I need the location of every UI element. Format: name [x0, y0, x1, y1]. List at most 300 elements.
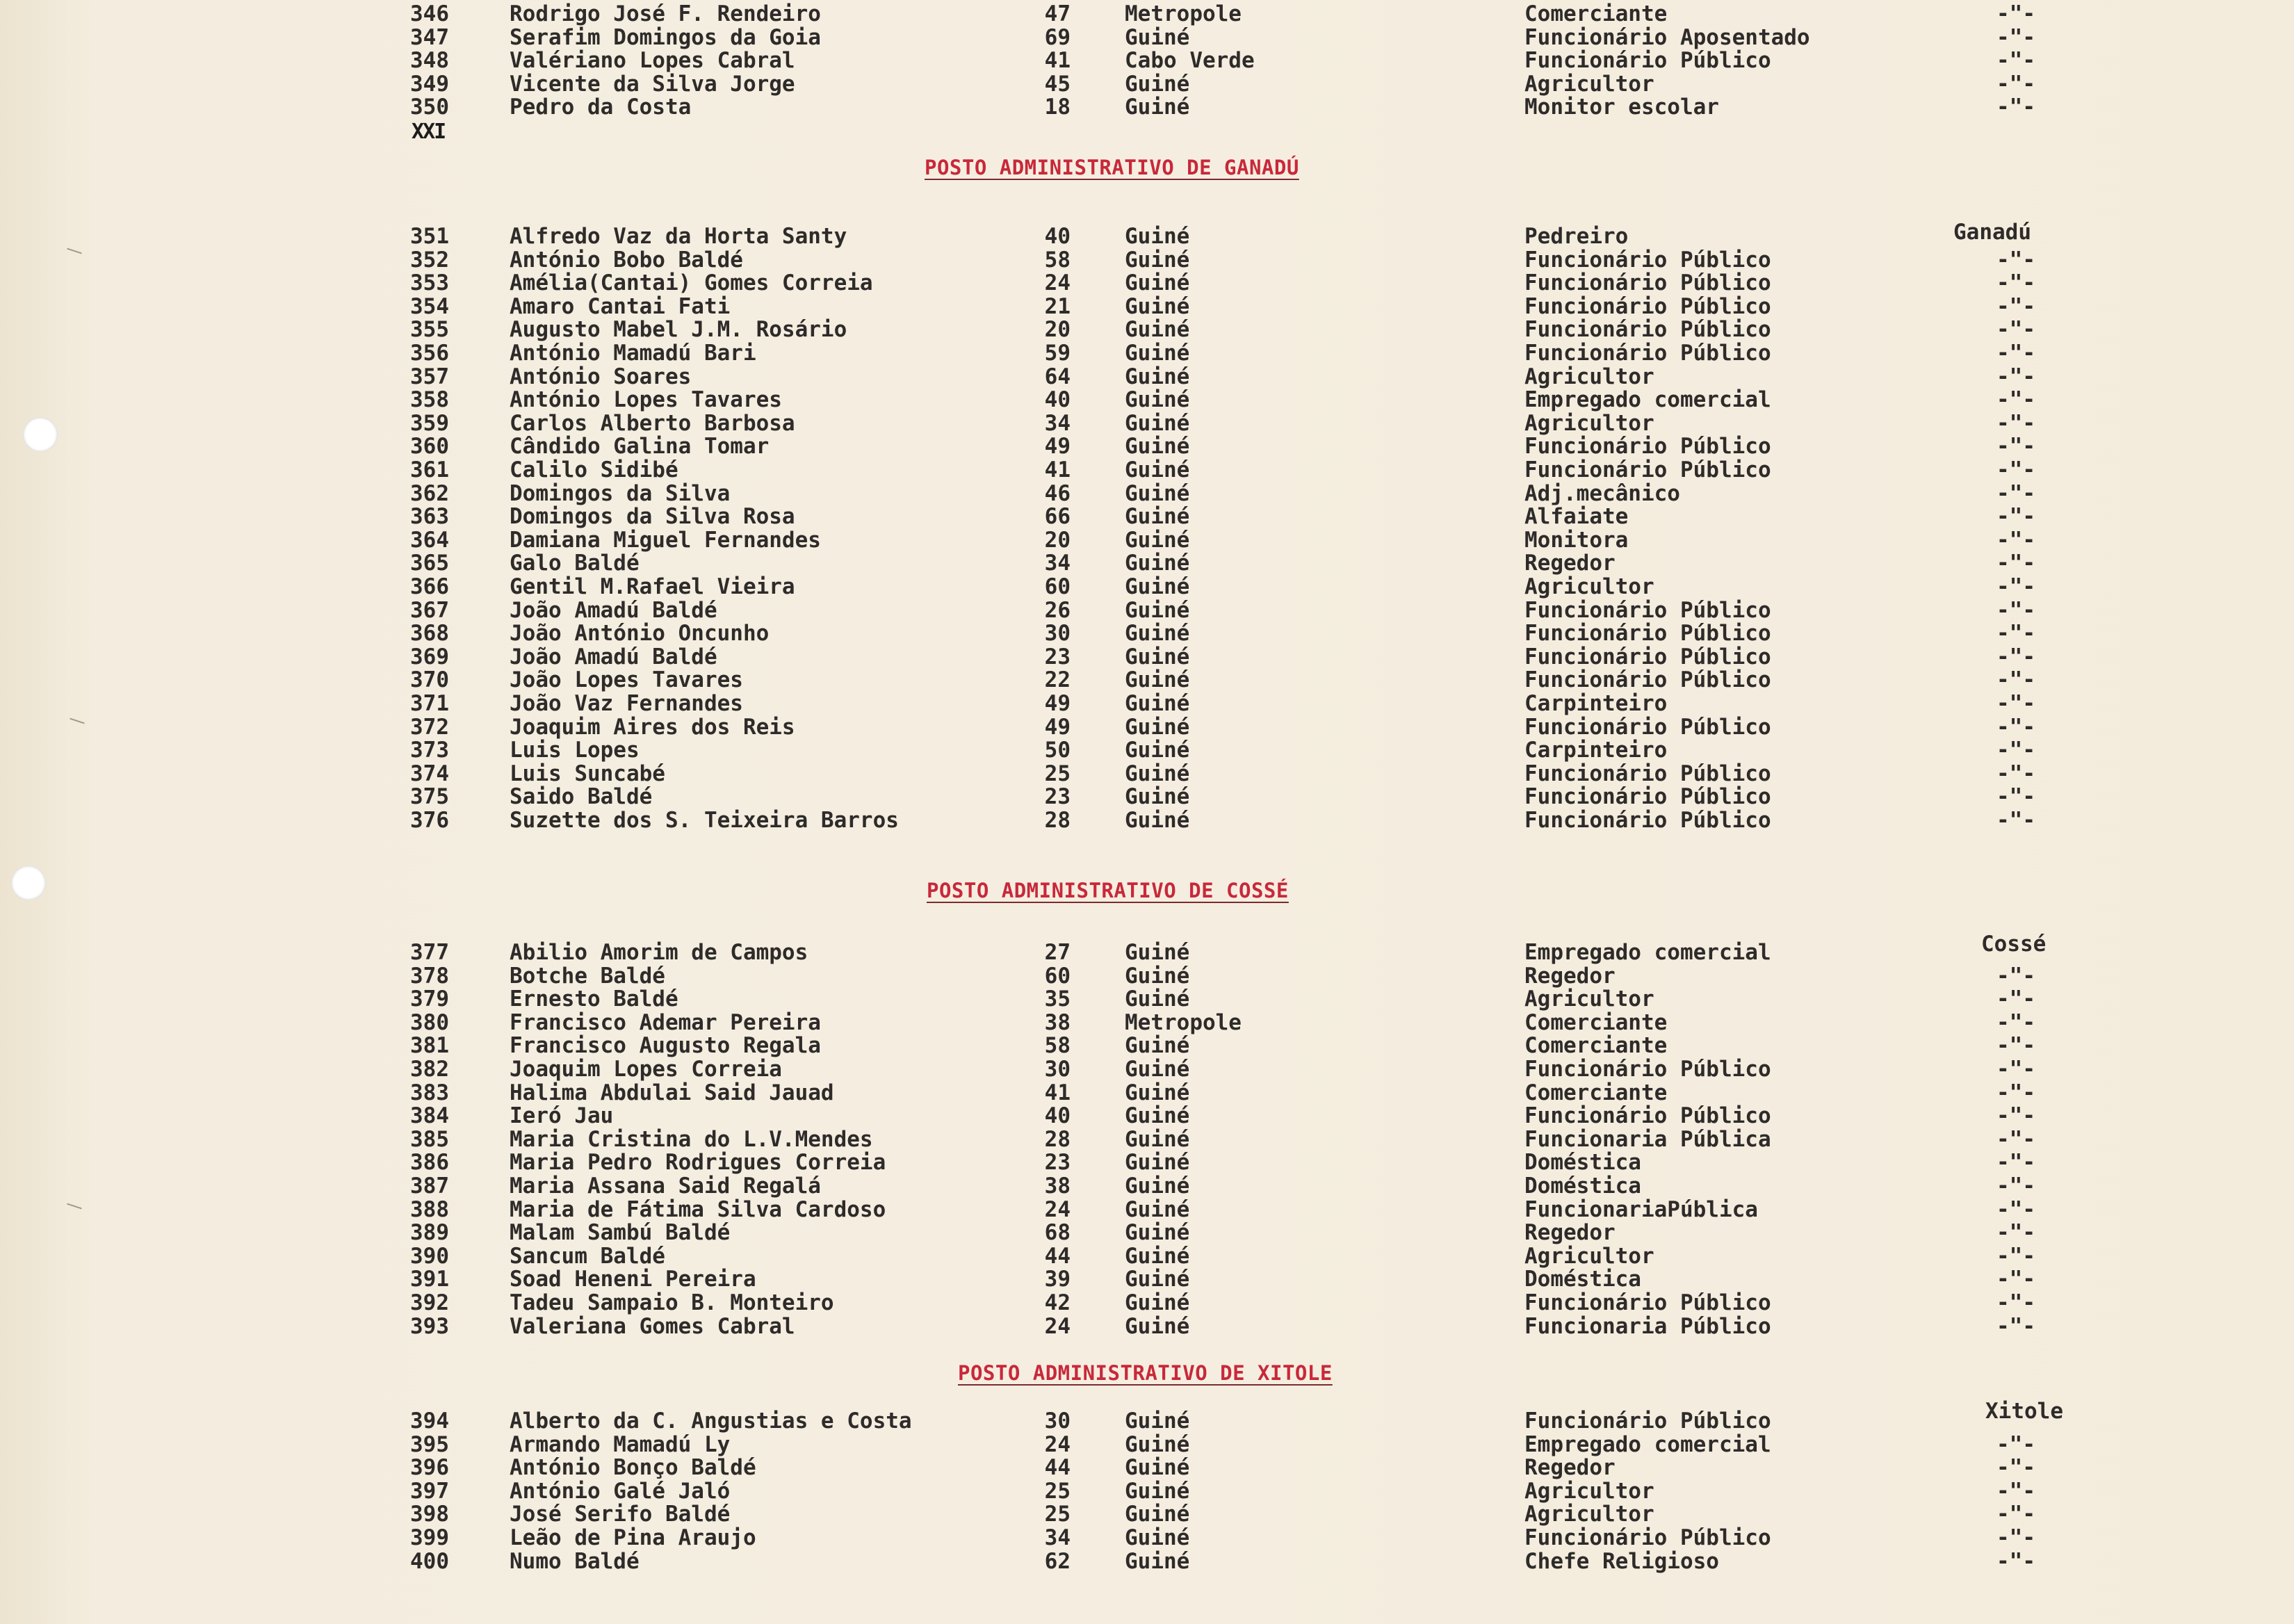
- person-occupation: Regedor: [1524, 551, 1616, 576]
- person-name: Francisco Augusto Regala: [510, 1033, 821, 1059]
- location-ditto: -"-: [1996, 434, 2035, 460]
- person-age: 24: [1044, 270, 1071, 296]
- row-number: 347: [410, 24, 449, 50]
- person-origin: Guiné: [1125, 1408, 1190, 1434]
- person-name: Saido Baldé: [510, 784, 653, 810]
- person-occupation: Funcionário Público: [1524, 784, 1771, 810]
- location-ditto: -"-: [1996, 317, 2035, 343]
- person-name: Leão de Pina Araujo: [510, 1525, 756, 1550]
- person-origin: Guiné: [1125, 1103, 1190, 1129]
- person-age: 39: [1044, 1267, 1071, 1292]
- row-number: 393: [410, 1313, 449, 1339]
- location-ditto: -"-: [1996, 71, 2035, 97]
- row-number: 355: [410, 317, 449, 343]
- person-age: 40: [1044, 387, 1071, 413]
- row-number: 364: [410, 527, 449, 553]
- row-number: 365: [410, 551, 449, 576]
- table-row: [0, 457, 2294, 481]
- person-occupation: Regedor: [1524, 1455, 1616, 1481]
- row-number: 387: [410, 1174, 449, 1199]
- row-number: 352: [410, 247, 449, 273]
- person-age: 49: [1044, 434, 1071, 460]
- row-number: 394: [410, 1408, 449, 1434]
- person-age: 47: [1044, 1, 1071, 26]
- table-row: [0, 411, 2294, 435]
- row-number: 389: [410, 1220, 449, 1246]
- person-name: Damiana Miguel Fernandes: [510, 527, 821, 553]
- person-origin: Guiné: [1125, 1220, 1190, 1246]
- person-origin: Guiné: [1125, 574, 1190, 599]
- person-origin: Guiné: [1125, 644, 1190, 669]
- row-number: 370: [410, 667, 449, 693]
- row-number: 392: [410, 1290, 449, 1315]
- person-origin: Guiné: [1125, 1033, 1190, 1059]
- person-origin: Guiné: [1125, 940, 1190, 965]
- row-number: 397: [410, 1478, 449, 1504]
- person-age: 58: [1044, 247, 1071, 273]
- location-ditto: -"-: [1996, 1455, 2035, 1481]
- person-origin: Guiné: [1125, 761, 1190, 786]
- table-row: [0, 1197, 2294, 1221]
- person-origin: Guiné: [1125, 1525, 1190, 1550]
- person-origin: Guiné: [1125, 293, 1190, 319]
- person-occupation: Regedor: [1524, 1220, 1616, 1246]
- location-ditto: -"-: [1996, 504, 2035, 530]
- person-age: 30: [1044, 621, 1071, 647]
- row-number: 349: [410, 71, 449, 97]
- person-occupation: Agricultor: [1524, 1502, 1654, 1527]
- person-occupation: Chefe Religioso: [1524, 1548, 1719, 1574]
- person-occupation: Funcionário Público: [1524, 1408, 1771, 1434]
- location-ditto: -"-: [1996, 1290, 2035, 1315]
- person-age: 23: [1044, 784, 1071, 810]
- person-occupation: Funcionário Público: [1524, 644, 1771, 669]
- person-name: Luis Suncabé: [510, 761, 665, 786]
- row-number: 386: [410, 1150, 449, 1176]
- person-origin: Guiné: [1125, 691, 1190, 716]
- row-number: 378: [410, 963, 449, 989]
- person-occupation: Pedreiro: [1524, 224, 1629, 249]
- person-occupation: Monitora: [1524, 527, 1629, 553]
- person-origin: Guiné: [1125, 410, 1190, 436]
- person-origin: Guiné: [1125, 480, 1190, 506]
- person-name: António Bonço Baldé: [510, 1455, 756, 1481]
- person-occupation: Doméstica: [1524, 1267, 1641, 1292]
- person-name: Soad Heneni Pereira: [510, 1267, 756, 1292]
- person-origin: Guiné: [1125, 504, 1190, 530]
- person-name: João Vaz Fernandes: [510, 691, 743, 716]
- location-ditto: -"-: [1996, 1009, 2035, 1035]
- person-occupation: Empregado comercial: [1524, 940, 1771, 965]
- location-ditto: -"-: [1996, 738, 2035, 763]
- row-number: 354: [410, 293, 449, 319]
- person-occupation: Agricultor: [1524, 574, 1654, 599]
- location-ditto: -"-: [1996, 667, 2035, 693]
- person-name: João Amadú Baldé: [510, 644, 717, 669]
- table-row: [0, 1502, 2294, 1525]
- person-occupation: Comerciante: [1524, 1, 1668, 26]
- person-origin: Guiné: [1125, 1174, 1190, 1199]
- person-name: João António Oncunho: [510, 621, 770, 647]
- person-age: 69: [1044, 24, 1071, 50]
- table-row: [0, 808, 2294, 831]
- person-occupation: Funcionário Público: [1524, 1290, 1771, 1315]
- person-name: Alberto da C. Angustias e Costa: [510, 1408, 912, 1434]
- table-row: [0, 1057, 2294, 1080]
- row-number: 358: [410, 387, 449, 413]
- location-ditto: -"-: [1996, 1150, 2035, 1176]
- location-ditto: -"-: [1996, 247, 2035, 273]
- person-occupation: Monitor escolar: [1524, 95, 1719, 120]
- location-ditto: -"-: [1996, 1174, 2035, 1199]
- location-ditto: -"-: [1996, 1220, 2035, 1246]
- person-name: Suzette dos S. Teixeira Barros: [510, 808, 899, 833]
- person-name: Galo Baldé: [510, 551, 640, 576]
- location-ditto: -"-: [1996, 48, 2035, 74]
- person-occupation: Funcionário Público: [1524, 808, 1771, 833]
- person-age: 22: [1044, 667, 1071, 693]
- person-age: 42: [1044, 1290, 1071, 1315]
- person-occupation: Funcionário Público: [1524, 597, 1771, 623]
- table-row: [0, 364, 2294, 388]
- person-origin: Guiné: [1125, 1057, 1190, 1082]
- row-number: 380: [410, 1009, 449, 1035]
- person-origin: Guiné: [1125, 364, 1190, 389]
- location-ditto: -"-: [1996, 1126, 2035, 1152]
- person-origin: Guiné: [1125, 1290, 1190, 1315]
- table-row: [0, 551, 2294, 574]
- person-occupation: Comerciante: [1524, 1009, 1668, 1035]
- table-row: [0, 574, 2294, 598]
- table-row: [0, 1010, 2294, 1034]
- person-occupation: Funcionário Público: [1524, 247, 1771, 273]
- location-ditto: -"-: [1996, 1, 2035, 26]
- person-name: Francisco Ademar Pereira: [510, 1009, 821, 1035]
- person-origin: Guiné: [1125, 1243, 1190, 1269]
- person-name: Halima Abdulai Said Jauad: [510, 1080, 834, 1105]
- location-ditto: -"-: [1996, 597, 2035, 623]
- location-ditto: -"-: [1996, 1431, 2035, 1457]
- person-age: 41: [1044, 1080, 1071, 1105]
- row-number: 379: [410, 986, 449, 1012]
- person-occupation: Funcionaria Público: [1524, 1313, 1771, 1339]
- person-occupation: Funcionário Público: [1524, 621, 1771, 647]
- person-origin: Guiné: [1125, 1431, 1190, 1457]
- person-age: 49: [1044, 691, 1071, 716]
- person-age: 44: [1044, 1243, 1071, 1269]
- person-occupation: Funcionário Público: [1524, 434, 1771, 460]
- person-origin: Guiné: [1125, 986, 1190, 1012]
- person-origin: Metropole: [1125, 1009, 1242, 1035]
- table-row: [0, 738, 2294, 761]
- person-origin: Guiné: [1125, 270, 1190, 296]
- person-name: Calilo Sidibé: [510, 457, 678, 482]
- person-age: 40: [1044, 1103, 1071, 1129]
- person-age: 30: [1044, 1408, 1071, 1434]
- person-name: João Lopes Tavares: [510, 667, 743, 693]
- person-age: 49: [1044, 714, 1071, 740]
- location-ditto: -"-: [1996, 551, 2035, 576]
- person-name: Abilio Amorim de Campos: [510, 940, 808, 965]
- person-name: Alfredo Vaz da Horta Santy: [510, 224, 847, 249]
- location-ditto: -"-: [1996, 527, 2035, 553]
- person-age: 45: [1044, 71, 1071, 97]
- person-origin: Guiné: [1125, 1080, 1190, 1105]
- person-age: 26: [1044, 597, 1071, 623]
- person-name: António Mamadú Bari: [510, 341, 756, 366]
- table-row: [0, 644, 2294, 668]
- person-occupation: Agricultor: [1524, 986, 1654, 1012]
- table-row: [0, 48, 2294, 72]
- person-name: Maria Pedro Rodrigues Correia: [510, 1150, 886, 1176]
- row-number: 383: [410, 1080, 449, 1105]
- row-number: 373: [410, 738, 449, 763]
- table-row: [0, 1150, 2294, 1174]
- table-row: [0, 1290, 2294, 1314]
- person-occupation: Funcionário Público: [1524, 667, 1771, 693]
- location-ditto: -"-: [1996, 24, 2035, 50]
- person-origin: Guiné: [1125, 1150, 1190, 1176]
- table-row: [0, 1, 2294, 25]
- table-row: [0, 270, 2294, 294]
- person-name: Vicente da Silva Jorge: [510, 71, 795, 97]
- table-row: [0, 1525, 2294, 1549]
- person-age: 20: [1044, 317, 1071, 343]
- person-name: Malam Sambú Baldé: [510, 1220, 731, 1246]
- person-occupation: Agricultor: [1524, 71, 1654, 97]
- location-ditto: -"-: [1996, 1243, 2035, 1269]
- table-row: [0, 761, 2294, 785]
- person-origin: Cabo Verde: [1125, 48, 1255, 74]
- location-ditto: -"-: [1996, 1502, 2035, 1527]
- person-occupation: Comerciante: [1524, 1033, 1668, 1059]
- table-row: [0, 667, 2294, 691]
- person-occupation: Adj.mecânico: [1524, 480, 1680, 506]
- location-ditto: -"-: [1996, 95, 2035, 120]
- row-number: 346: [410, 1, 449, 26]
- row-number: 367: [410, 597, 449, 623]
- location-ditto: -"-: [1996, 621, 2035, 647]
- person-origin: Guiné: [1125, 784, 1190, 810]
- person-origin: Guiné: [1125, 1313, 1190, 1339]
- row-number: 382: [410, 1057, 449, 1082]
- table-row: [0, 1174, 2294, 1197]
- person-occupation: Carpinteiro: [1524, 738, 1668, 763]
- person-age: 24: [1044, 1431, 1071, 1457]
- table-row: [0, 317, 2294, 341]
- person-age: 28: [1044, 1126, 1071, 1152]
- person-age: 23: [1044, 1150, 1071, 1176]
- table-row: [0, 504, 2294, 528]
- person-name: Gentil M.Rafael Vieira: [510, 574, 795, 599]
- person-name: Botche Baldé: [510, 963, 665, 989]
- person-occupation: Comerciante: [1524, 1080, 1668, 1105]
- table-row: [0, 1033, 2294, 1057]
- location-ditto: -"-: [1996, 1080, 2035, 1105]
- location-ditto: -"-: [1996, 1267, 2035, 1292]
- row-number: 372: [410, 714, 449, 740]
- person-age: 34: [1044, 551, 1071, 576]
- person-occupation: FuncionariaPública: [1524, 1196, 1758, 1222]
- location-ditto: -"-: [1996, 457, 2035, 482]
- row-number: 353: [410, 270, 449, 296]
- table-row: [0, 434, 2294, 460]
- section-heading: POSTO ADMINISTRATIVO DE GANADÚ: [925, 156, 1299, 179]
- person-origin: Guiné: [1125, 1267, 1190, 1292]
- person-age: 64: [1044, 364, 1071, 389]
- person-origin: Guiné: [1125, 597, 1190, 623]
- person-origin: Metropole: [1125, 1, 1242, 26]
- person-occupation: Carpinteiro: [1524, 691, 1668, 716]
- person-age: 34: [1044, 410, 1071, 436]
- location-ditto: -"-: [1996, 341, 2035, 366]
- person-age: 27: [1044, 940, 1071, 965]
- punch-hole: [11, 866, 46, 900]
- table-row: [0, 1244, 2294, 1267]
- person-occupation: Funcionário Público: [1524, 270, 1771, 296]
- person-origin: Guiné: [1125, 1126, 1190, 1152]
- location-ditto: -"-: [1996, 691, 2035, 716]
- roman-marker: XXI: [412, 120, 446, 144]
- location-ditto: -"-: [1996, 784, 2035, 810]
- location-ditto: -"-: [1996, 1196, 2035, 1222]
- person-occupation: Funcionaria Pública: [1524, 1126, 1771, 1152]
- person-occupation: Doméstica: [1524, 1150, 1641, 1176]
- table-row: [0, 387, 2294, 411]
- person-age: 28: [1044, 808, 1071, 833]
- person-origin: Guiné: [1125, 247, 1190, 273]
- row-number: 369: [410, 644, 449, 669]
- person-occupation: Funcionário Público: [1524, 1525, 1771, 1550]
- person-occupation: Funcionário Público: [1524, 457, 1771, 482]
- table-row: [0, 224, 2294, 247]
- person-name: António Galé Jaló: [510, 1478, 731, 1504]
- person-origin: Guiné: [1125, 457, 1190, 482]
- person-name: Armando Mamadú Ly: [510, 1431, 731, 1457]
- person-age: 38: [1044, 1174, 1071, 1199]
- location-ditto: -"-: [1996, 387, 2035, 413]
- person-occupation: Empregado comercial: [1524, 1431, 1771, 1457]
- person-age: 34: [1044, 1525, 1071, 1550]
- person-name: Domingos da Silva Rosa: [510, 504, 795, 530]
- person-occupation: Agricultor: [1524, 1243, 1654, 1269]
- person-origin: Guiné: [1125, 317, 1190, 343]
- person-age: 35: [1044, 986, 1071, 1012]
- location-ditto: -"-: [1996, 714, 2035, 740]
- table-row: [0, 72, 2294, 95]
- person-origin: Guiné: [1125, 963, 1190, 989]
- person-name: António Soares: [510, 364, 692, 389]
- row-number: 360: [410, 434, 449, 460]
- table-row: [0, 294, 2294, 318]
- person-origin: Guiné: [1125, 621, 1190, 647]
- location-ditto: -"-: [1996, 574, 2035, 599]
- row-number: 396: [410, 1455, 449, 1481]
- person-name: Cândido Galina Tomar: [510, 434, 770, 460]
- location-ditto: -"-: [1996, 808, 2035, 833]
- person-occupation: Regedor: [1524, 963, 1616, 989]
- person-occupation: Agricultor: [1524, 364, 1654, 389]
- person-origin: Guiné: [1125, 738, 1190, 763]
- row-number: 385: [410, 1126, 449, 1152]
- person-name: Amaro Cantai Fati: [510, 293, 731, 319]
- location-ditto: -"-: [1996, 963, 2035, 989]
- person-name: Ernesto Baldé: [510, 986, 678, 1012]
- person-age: 60: [1044, 963, 1071, 989]
- person-origin: Guiné: [1125, 714, 1190, 740]
- person-occupation: Funcionário Público: [1524, 1057, 1771, 1082]
- table-row: [0, 481, 2294, 505]
- location-ditto: -"-: [1996, 1057, 2035, 1082]
- row-number: 362: [410, 480, 449, 506]
- person-age: 23: [1044, 644, 1071, 669]
- location-label: Cossé: [1981, 932, 2047, 957]
- location-label: Ganadú: [1953, 220, 2031, 245]
- row-number: 350: [410, 95, 449, 120]
- person-age: 68: [1044, 1220, 1071, 1246]
- row-number: 391: [410, 1267, 449, 1292]
- table-row: [0, 1080, 2294, 1104]
- person-occupation: Agricultor: [1524, 1478, 1654, 1504]
- person-occupation: Agricultor: [1524, 410, 1654, 436]
- row-number: 399: [410, 1525, 449, 1550]
- table-row: [0, 1408, 2294, 1432]
- person-age: 18: [1044, 95, 1071, 120]
- person-name: João Amadú Baldé: [510, 597, 717, 623]
- person-age: 66: [1044, 504, 1071, 530]
- person-occupation: Funcionário Público: [1524, 341, 1771, 366]
- table-row: [0, 95, 2294, 118]
- person-occupation: Funcionário Público: [1524, 293, 1771, 319]
- row-number: 361: [410, 457, 449, 482]
- person-name: António Bobo Baldé: [510, 247, 743, 273]
- location-ditto: -"-: [1996, 410, 2035, 436]
- person-age: 41: [1044, 48, 1071, 74]
- table-row: [0, 1479, 2294, 1502]
- row-number: 357: [410, 364, 449, 389]
- person-age: 38: [1044, 1009, 1071, 1035]
- table-row: [0, 1432, 2294, 1456]
- person-origin: Guiné: [1125, 1548, 1190, 1574]
- row-number: 366: [410, 574, 449, 599]
- row-number: 390: [410, 1243, 449, 1269]
- person-age: 24: [1044, 1196, 1071, 1222]
- person-age: 24: [1044, 1313, 1071, 1339]
- person-origin: Guiné: [1125, 667, 1190, 693]
- person-origin: Guiné: [1125, 95, 1190, 120]
- person-origin: Guiné: [1125, 341, 1190, 366]
- row-number: 384: [410, 1103, 449, 1129]
- person-age: 62: [1044, 1548, 1071, 1574]
- person-occupation: Alfaiate: [1524, 504, 1629, 530]
- location-ditto: -"-: [1996, 1103, 2035, 1129]
- row-number: 400: [410, 1548, 449, 1574]
- row-number: 376: [410, 808, 449, 833]
- person-occupation: Doméstica: [1524, 1174, 1641, 1199]
- location-ditto: -"-: [1996, 1313, 2035, 1339]
- person-name: Sancum Baldé: [510, 1243, 665, 1269]
- person-name: Rodrigo José F. Rendeiro: [510, 1, 821, 26]
- row-number: 348: [410, 48, 449, 74]
- person-origin: Guiné: [1125, 808, 1190, 833]
- person-name: Amélia(Cantai) Gomes Correia: [510, 270, 873, 296]
- person-origin: Guiné: [1125, 1478, 1190, 1504]
- person-name: Carlos Alberto Barbosa: [510, 410, 795, 436]
- person-origin: Guiné: [1125, 224, 1190, 249]
- row-number: 359: [410, 410, 449, 436]
- person-name: Tadeu Sampaio B. Monteiro: [510, 1290, 834, 1315]
- row-number: 395: [410, 1431, 449, 1457]
